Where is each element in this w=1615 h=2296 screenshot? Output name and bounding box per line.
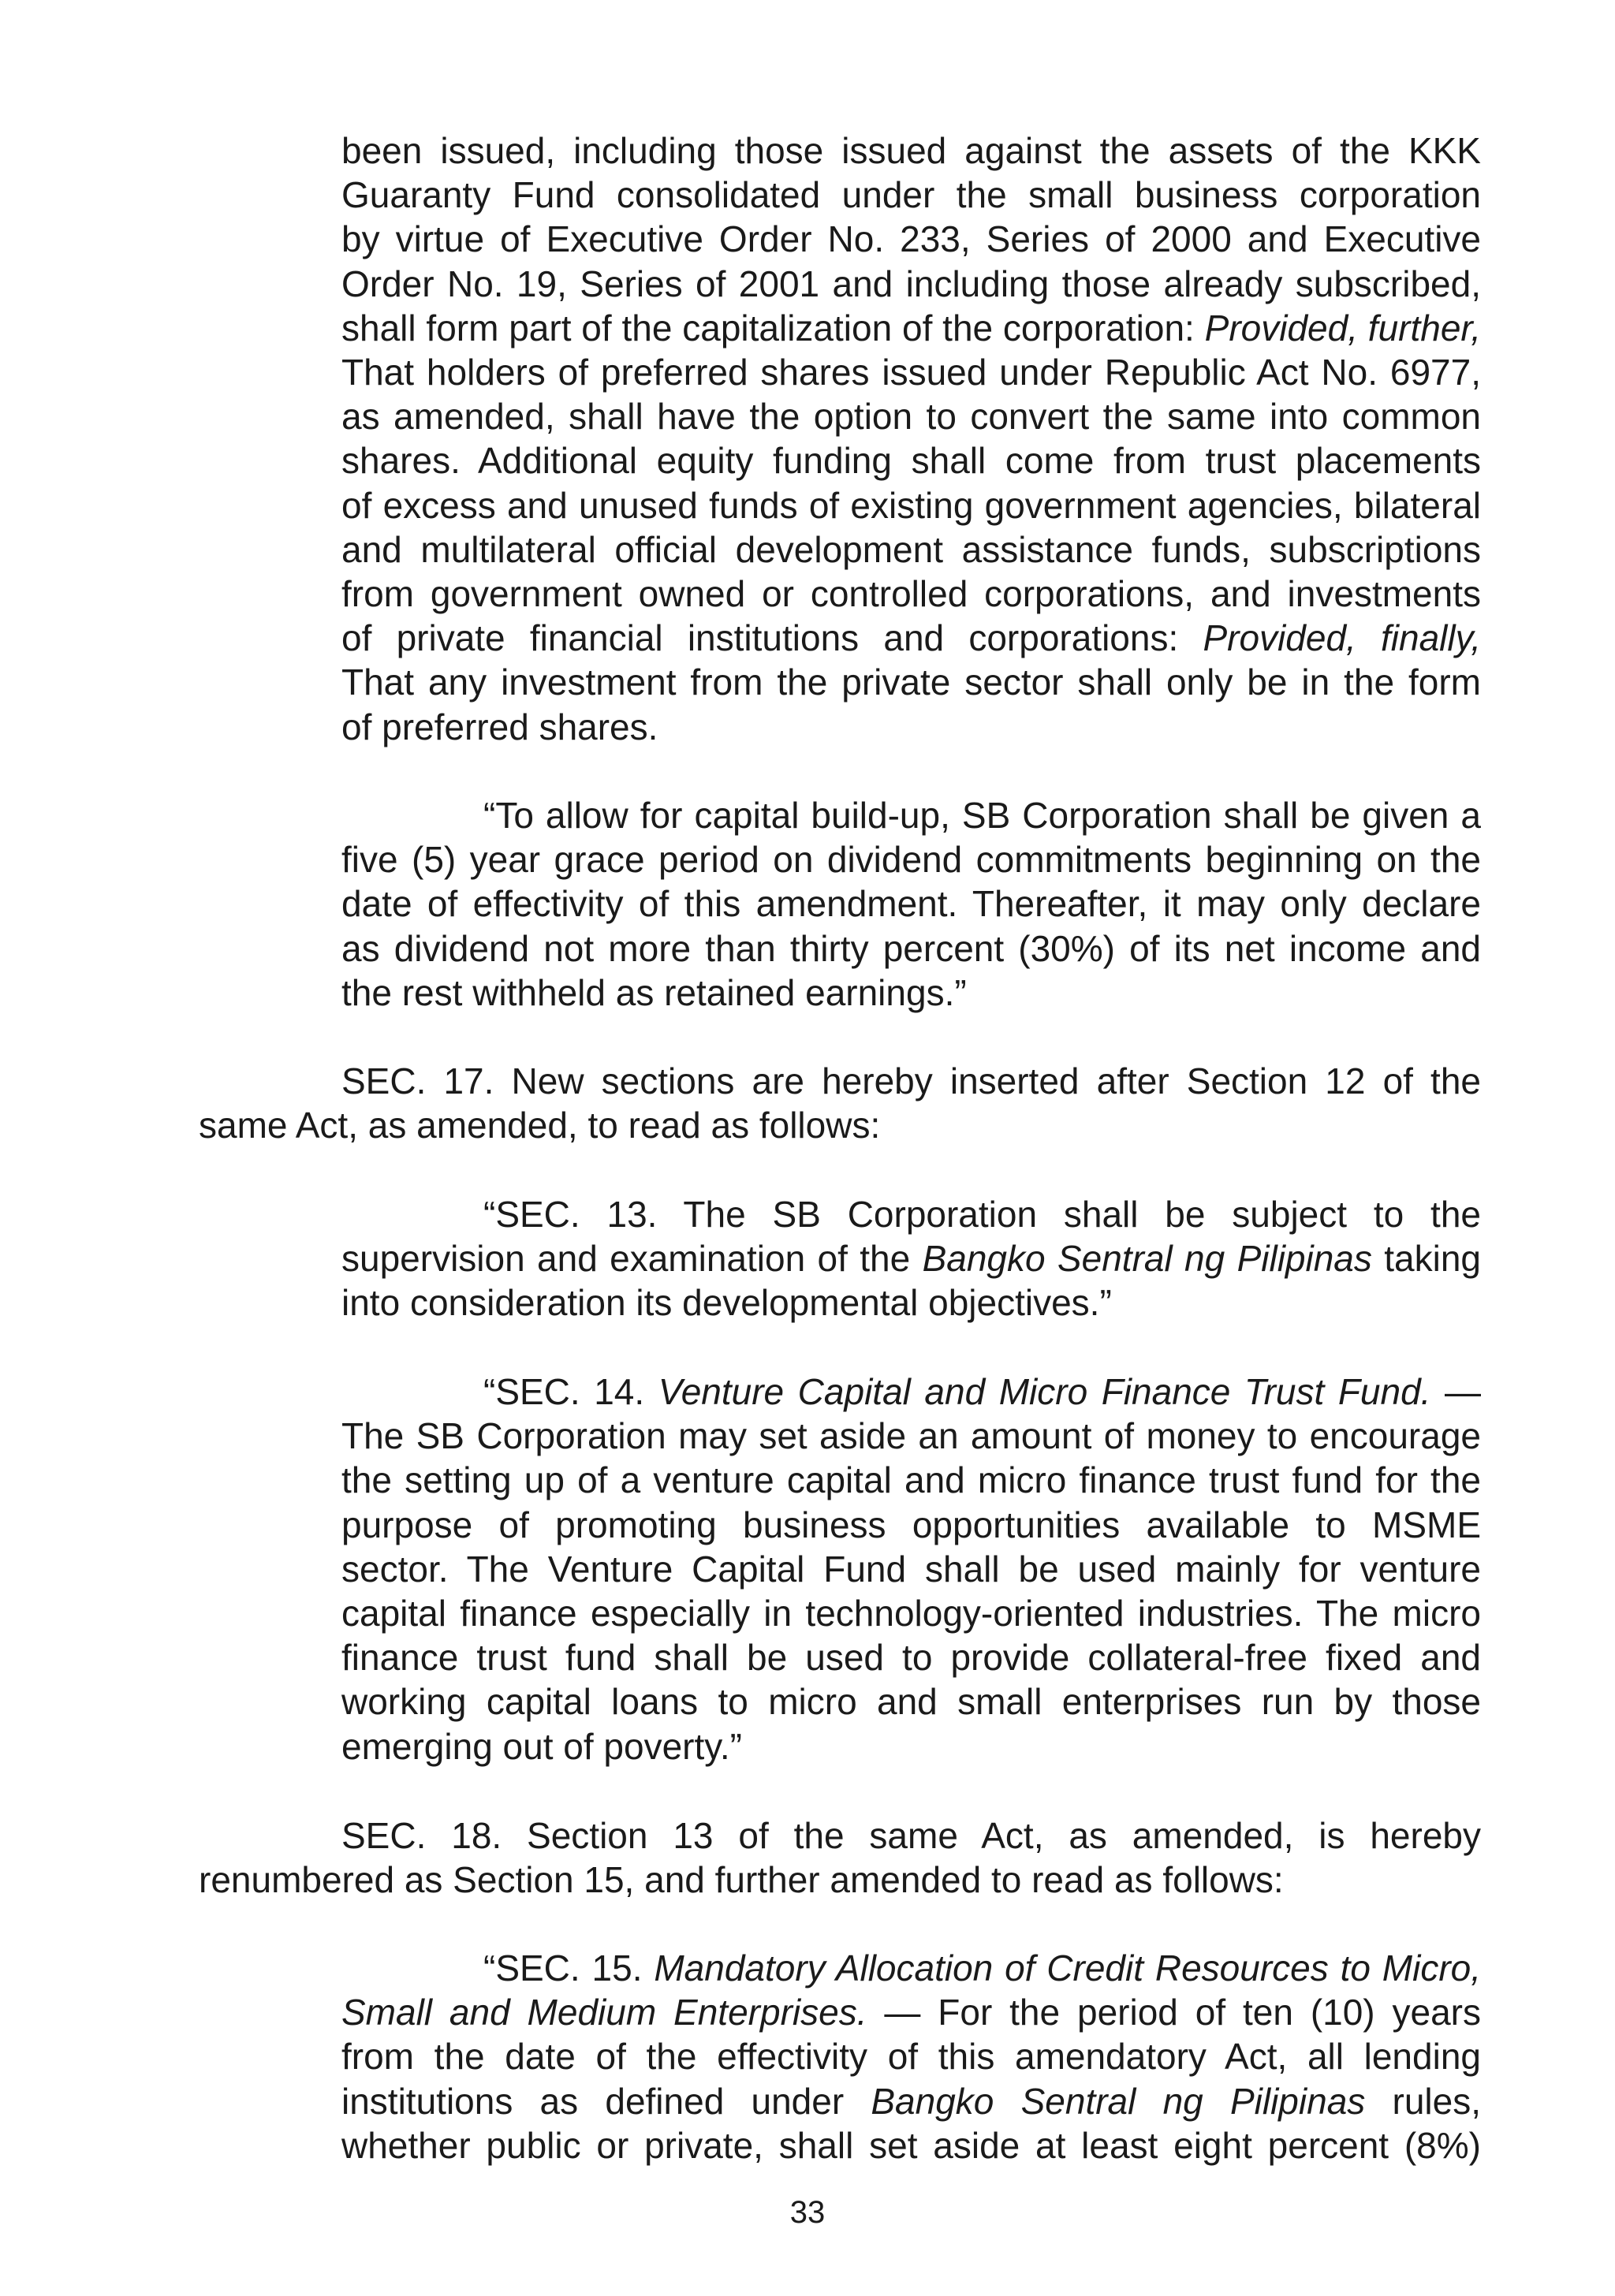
text-run: “SEC. 15. (483, 1948, 655, 1988)
text-run: taking (1371, 1238, 1481, 1280)
text-line: capital finance especially in technology-oriented industries. The micro (341, 1593, 1481, 1634)
italic-section-title: Venture Capital and Micro Finance Trust Fund. (658, 1371, 1431, 1412)
italic-section-title: Mandatory Allocation of Credit Resources to Micro, (654, 1948, 1481, 1988)
text-line: SEC. 18. Section 13 of the same Act, as amended, is hereby (341, 1815, 1481, 1856)
text-line: date of effectivity of this amendment. Thereafter, it may only declare (341, 883, 1481, 925)
paragraph-capitalization (341, 129, 1481, 749)
text-line (341, 1946, 1481, 1990)
paragraph-sec-17 (199, 1059, 1481, 1147)
text-line: SEC. 17. New sections are hereby inserted after Section 12 of the (341, 1060, 1481, 1101)
text-line: Order No. 19, Series of 2001 and including those already subscribed, (341, 263, 1481, 304)
paragraph-sec-14 (341, 1370, 1481, 1769)
text-run: “SEC. 14. (483, 1371, 658, 1412)
text-line (341, 2079, 1481, 2123)
text-line: been issued, including those issued against the assets of the KKK (341, 130, 1481, 171)
text-run: — For the period of ten (10) years (867, 1992, 1482, 2033)
text-line: from government owned or controlled corporations, and investments (341, 573, 1481, 615)
paragraph-capital-buildup (341, 793, 1481, 1015)
text-line: as amended, shall have the option to convert the same into common (341, 396, 1481, 438)
text-line: purpose of promoting business opportunities available to MSME (341, 1504, 1481, 1545)
text-line: finance trust fund shall be used to provide collateral-free fixed and (341, 1637, 1481, 1679)
text-line: by virtue of Executive Order No. 233, Series of 2000 and Executive (341, 218, 1481, 260)
text-line: whether public or private, shall set aside at least eight percent (8%) (341, 2124, 1481, 2166)
text-line: the rest withheld as retained earnings.” (341, 971, 967, 1013)
text-line (341, 1236, 1481, 1280)
text-line: “SEC. 13. The SB Corporation shall be subject to the (483, 1194, 1481, 1235)
text-run: shall form part of the capitalization of the corporation: (341, 307, 1205, 348)
text-line: five (5) year grace period on dividend commitments beginning on the (341, 839, 1481, 881)
text-line (341, 1370, 1481, 1414)
text-line: from the date of the effectivity of this amendatory Act, all lending (341, 2036, 1481, 2078)
italic-institution-name: Bangko Sentral ng Pilipinas (922, 1238, 1372, 1280)
text-run: supervision and examination of the (341, 1238, 923, 1280)
text-line: of excess and unused funds of existing government agencies, bilateral (341, 484, 1481, 526)
text-line: the setting up of a venture capital and micro finance trust fund for the (341, 1459, 1481, 1501)
italic-proviso: Provided, further, (1204, 307, 1481, 348)
italic-proviso: Provided, finally, (1203, 617, 1481, 659)
text-line: That holders of preferred shares issued under Republic Act No. 6977, (341, 352, 1481, 393)
italic-institution-name: Bangko Sentral ng Pilipinas (871, 2080, 1366, 2122)
italic-section-title: Small and Medium Enterprises. (341, 1992, 867, 2033)
text-line (341, 306, 1481, 350)
text-line: The SB Corporation may set aside an amount of money to encourage (341, 1415, 1481, 1457)
text-run: — (1430, 1371, 1482, 1412)
page-number: 33 (789, 2195, 826, 2230)
paragraph-sec-18 (199, 1813, 1481, 1902)
text-run: of private financial institutions and corporations: (341, 617, 1203, 659)
text-line: sector. The Venture Capital Fund shall be used mainly for venture (341, 1548, 1481, 1590)
text-line: and multilateral official development assistance funds, subscriptions (341, 528, 1481, 570)
text-line: That any investment from the private sector shall only be in the form (341, 662, 1481, 703)
text-line: as dividend not more than thirty percent (30%) of its net income and (341, 927, 1481, 969)
text-line: of preferred shares. (341, 706, 658, 747)
text-line (341, 616, 1481, 660)
text-line (341, 1990, 1481, 2034)
text-line: working capital loans to micro and small enterprises run by those (341, 1681, 1481, 1723)
text-run: rules, (1365, 2080, 1481, 2122)
text-line: shares. Additional equity funding shall come from trust placements (341, 440, 1481, 482)
paragraph-sec-13 (341, 1192, 1481, 1325)
text-line: emerging out of poverty.” (341, 1725, 742, 1767)
text-line: Guaranty Fund consolidated under the small business corporation (341, 174, 1481, 216)
text-run: institutions as defined under (341, 2080, 871, 2122)
text-line: into consideration its developmental objectives.” (341, 1282, 1112, 1324)
text-line: same Act, as amended, to read as follows: (199, 1105, 881, 1146)
text-line: renumbered as Section 15, and further amended to read as follows: (199, 1859, 1284, 1901)
text-line: “To allow for capital build-up, SB Corporation shall be given a (483, 795, 1481, 836)
paragraph-sec-15 (341, 1946, 1481, 2167)
